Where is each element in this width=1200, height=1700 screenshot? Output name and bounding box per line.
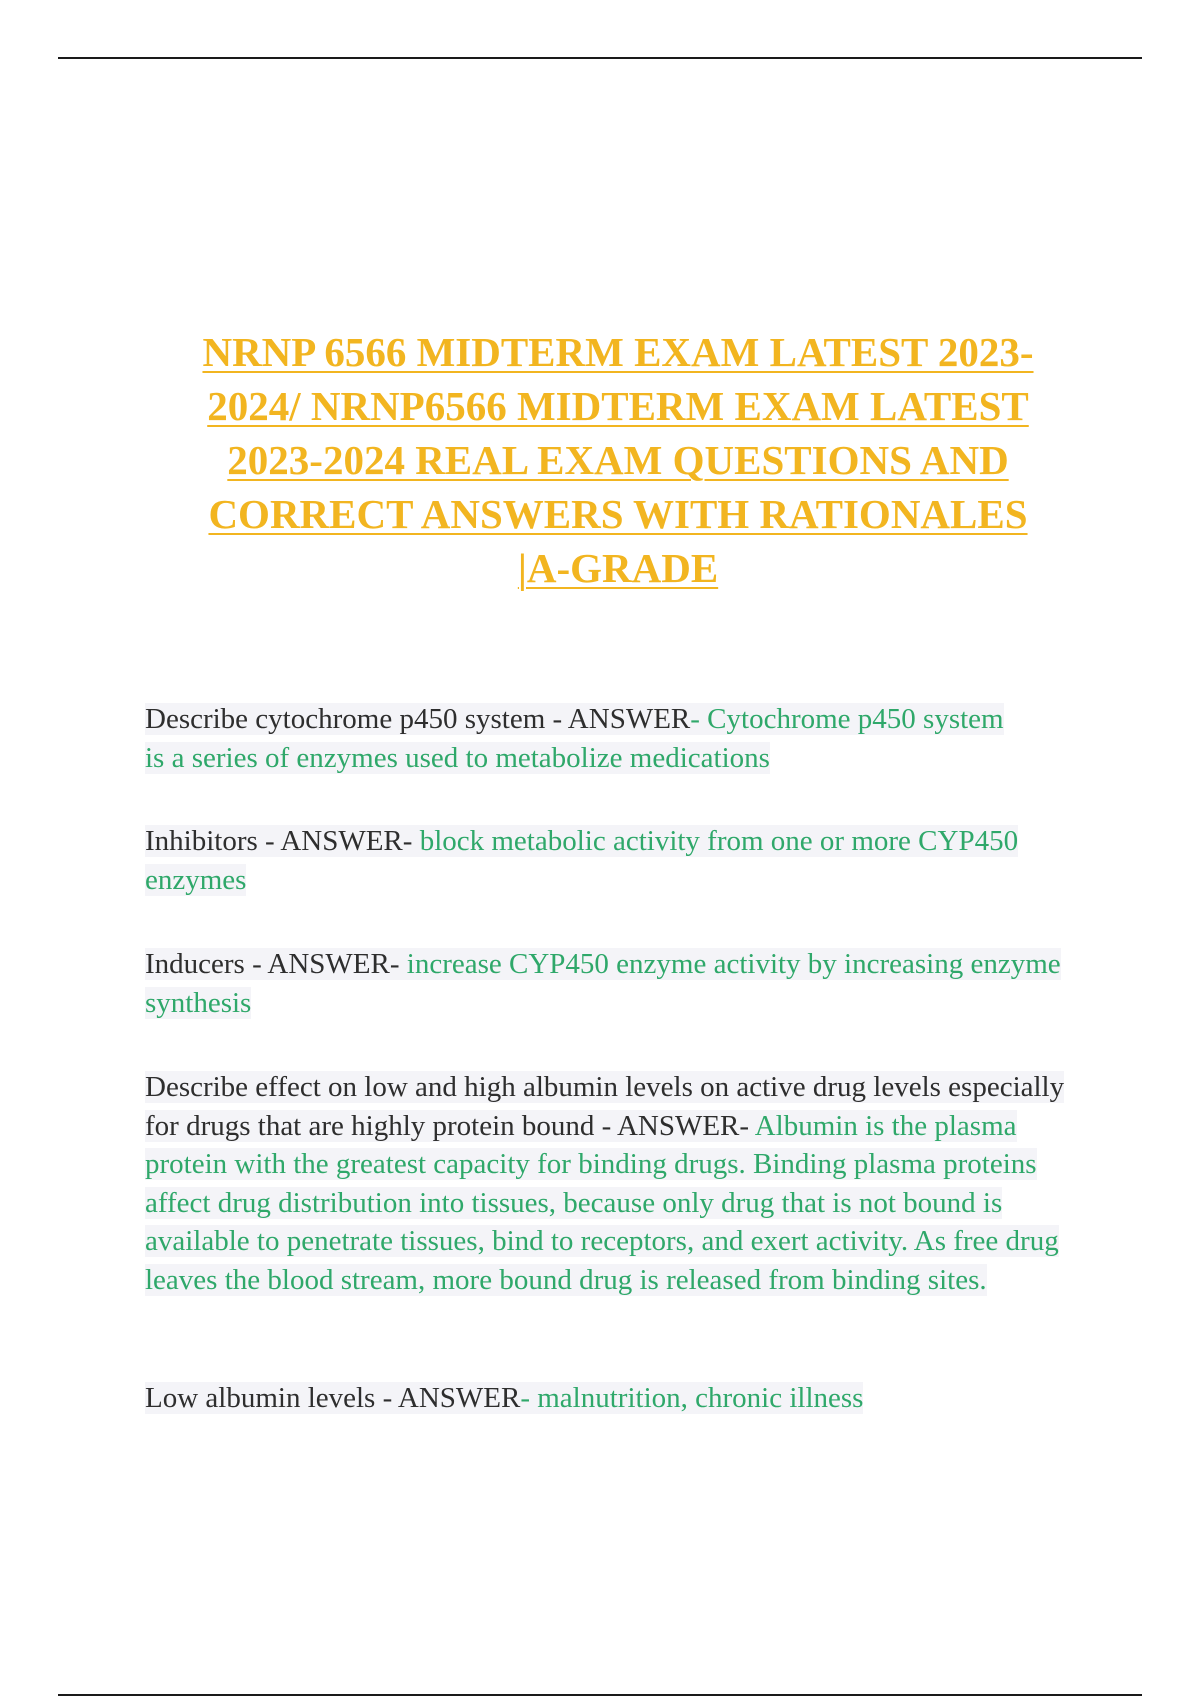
title-line: CORRECT ANSWERS WITH RATIONALES [208, 491, 1028, 537]
qa-text [145, 825, 1018, 896]
question-text: Describe effect on low and high albumin levels on active drug levels especially for drugs that are highly protein bound - ANSWER- [145, 1071, 1065, 1142]
answer-text: - Cytochrome p450 system is a series of enzymes used to metabolize medications [145, 703, 1004, 774]
footer-rule [58, 1694, 1142, 1696]
header-rule [58, 57, 1142, 59]
qa-text [145, 948, 1061, 1019]
qa-text [145, 1071, 1064, 1296]
qa-item [145, 945, 1075, 1023]
title-line: NRNP 6566 MIDTERM EXAM LATEST 2023- [202, 329, 1034, 375]
question-text: Describe cytochrome p450 system - ANSWER [145, 703, 691, 735]
document-title [150, 325, 1086, 595]
qa-item [145, 1068, 1085, 1299]
qa-text [145, 703, 1004, 774]
answer-text: block metabolic activity from one or more CYP450 enzymes [145, 825, 1019, 896]
title-line: |A-GRADE [517, 545, 719, 591]
question-text: Low albumin levels - ANSWER [145, 1382, 521, 1414]
answer-text: Albumin is the plasma protein with the greatest capacity for binding drugs. Binding plasma proteins affect drug distribution into tissues, because only drug that is not bound is available to penetrate tissues, bind to receptors, and exert activity. As free drug leaves the blood stream, more bound drug is released from binding sites. [145, 1109, 1059, 1296]
qa-item [145, 1379, 1025, 1418]
qa-item [145, 822, 1025, 900]
question-text: Inducers - ANSWER- [145, 948, 407, 980]
qa-item [145, 700, 1025, 778]
question-text: Inhibitors - ANSWER- [145, 825, 420, 857]
answer-text: - malnutrition, chronic illness [520, 1382, 864, 1414]
answer-text: increase CYP450 enzyme activity by increasing enzyme synthesis [145, 948, 1061, 1019]
title-line: 2023-2024 REAL EXAM QUESTIONS AND [227, 437, 1009, 483]
qa-text [145, 1382, 863, 1414]
title-line: 2024/ NRNP6566 MIDTERM EXAM LATEST [207, 383, 1029, 429]
